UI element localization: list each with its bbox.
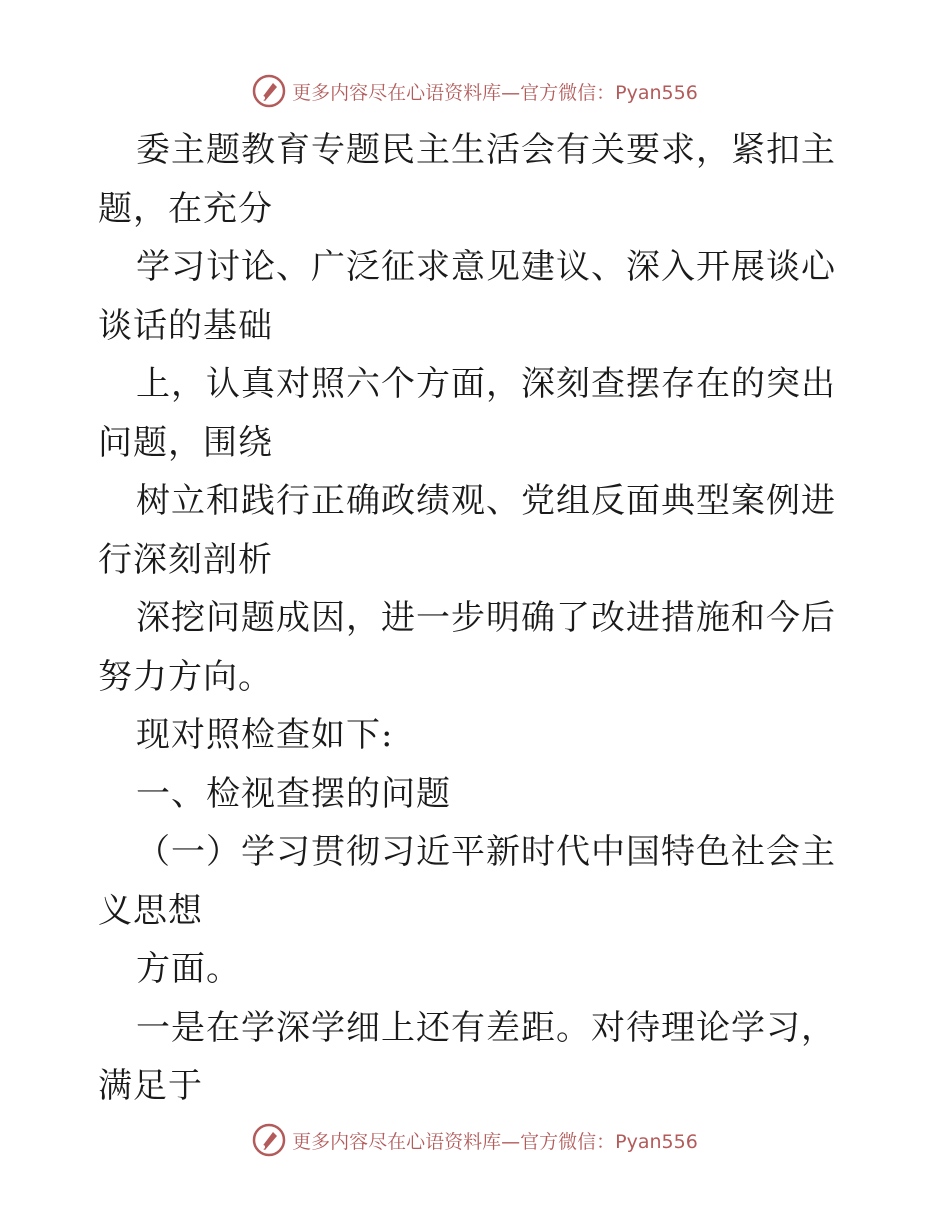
- paragraph: 现对照检查如下:: [136, 715, 394, 755]
- watermark-footer: [0, 1120, 950, 1160]
- paragraph: 方面。: [136, 949, 241, 989]
- paragraph: 树立和践行正确政绩观、党组反面典型案例进行深刻剖析: [98, 481, 836, 580]
- paragraph: 上，认真对照六个方面，深刻查摆存在的突出问题，围绕: [98, 364, 836, 463]
- watermark-text: 更多内容尽在心语资料库—官方微信：Pyan556: [292, 1130, 698, 1153]
- subsection-heading: （一）学习贯彻习近平新时代中国特色社会主义思想: [98, 832, 836, 931]
- section-heading: 一、检视查摆的问题: [136, 773, 451, 814]
- pen-nib-logo-icon: [252, 1123, 286, 1157]
- pen-nib-logo-icon: [252, 74, 286, 108]
- watermark-text: 更多内容尽在心语资料库—官方微信：Pyan556: [292, 81, 698, 104]
- paragraph: 委主题教育专题民主生活会有关要求，紧扣主题，在充分: [98, 130, 836, 229]
- watermark-header: [0, 71, 950, 111]
- document-body: [98, 121, 858, 1116]
- paragraph: 深挖问题成因，进一步明确了改进措施和今后努力方向。: [98, 598, 836, 697]
- paragraph: 一是在学深学细上还有差距。对待理论学习，满足于: [98, 1007, 836, 1106]
- paragraph: 学习讨论、广泛征求意见建议、深入开展谈心谈话的基础: [98, 247, 836, 346]
